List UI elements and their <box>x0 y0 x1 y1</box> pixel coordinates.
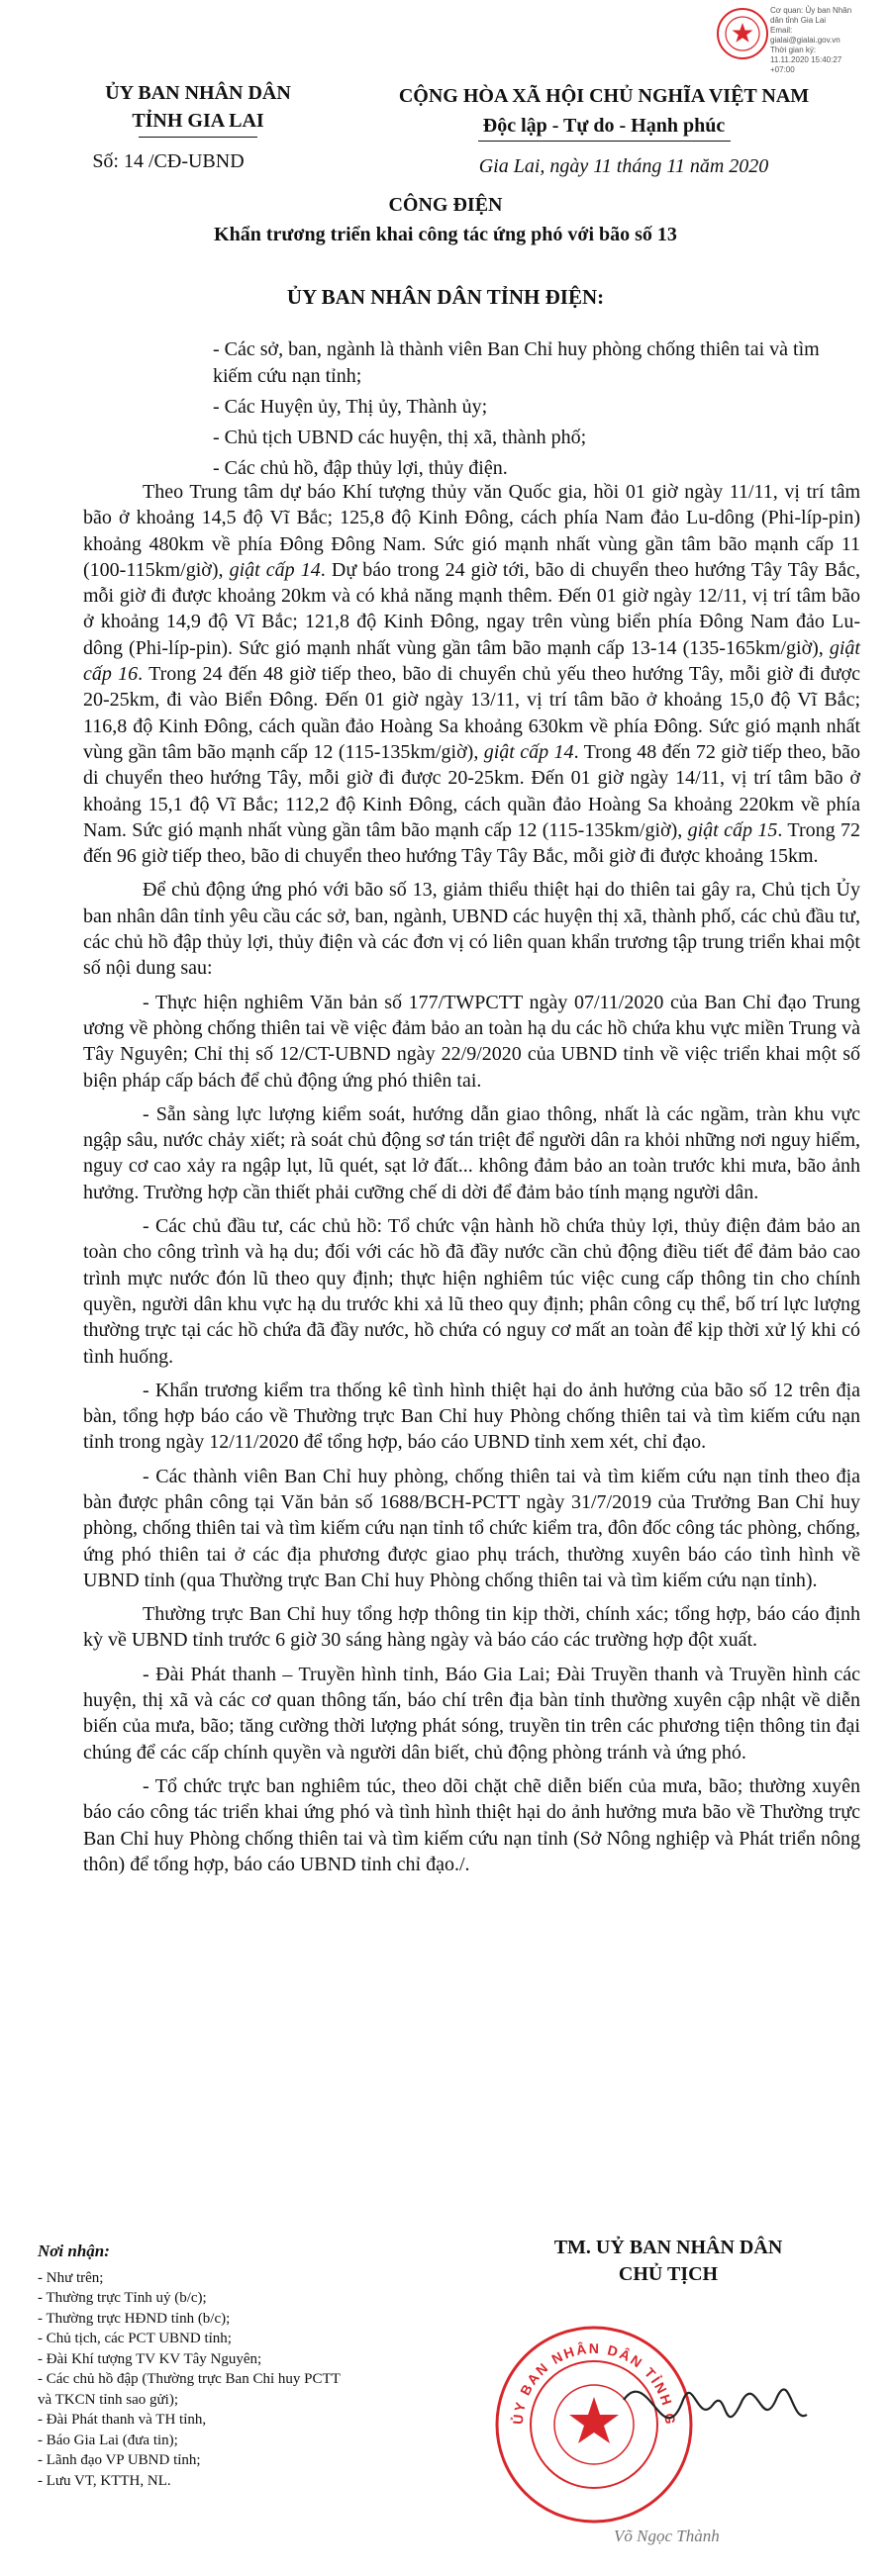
divider <box>139 137 257 138</box>
official-seal-icon <box>475 2306 851 2543</box>
document-number: Số: 14 /CĐ-UBND <box>92 150 245 172</box>
national-motto-block <box>327 81 881 181</box>
signer-name: Võ Ngọc Thành <box>614 2527 720 2545</box>
paragraph: - Tổ chức trực ban nghiêm túc, theo dõi chặt chẽ diễn biến của mưa, bão; thường xuyên báo cáo công tác triển khai ứng phó và tình hình thiệt hại do ảnh hưởng mưa bão về Thường trực Ban Chỉ huy Phòng chống thiên tai và tìm kiếm cứu nạn tỉnh (Sở Nông nghiệp và Phát triển nông thôn) để tổng hợp, báo cáo UBND tỉnh chỉ đạo./. <box>83 1774 860 1875</box>
paragraph-forecast: Theo Trung tâm dự báo Khí tượng thủy văn Quốc gia, hồi 01 giờ ngày 11/11, vị trí tâm bão ở khoảng 14,5 độ Vĩ Bắc; 125,8 độ Kinh Đông, cách phía Nam đảo Lu-dông (Phi-líp-pin) khoảng 480km về phía Đông Đông Nam. Sức gió mạnh nhất vùng gần tâm bão mạnh cấp 11 (100-115km/giờ), giật cấp 14. Dự báo trong 24 giờ tới, bão di chuyển theo hướng Tây Tây Bắc, mỗi giờ đi được khoảng 20km và có khả năng mạnh thêm. Đến 01 giờ ngày 12/11, vị trí tâm bão ở khoảng 14,9 độ Vĩ Bắc; 121,8 độ Kinh Đông, ngay trên vùng biển phía Đông Nam đảo Lu-dông (Phi-líp-pin). Sức gió mạnh nhất vùng gần tâm bão mạnh cấp 13-14 (135-165km/giờ), giật cấp 16. Trong 24 đến 48 giờ tiếp theo, bão di chuyển chủ yếu theo hướng Tây, mỗi giờ đi được 20-25km, đi vào Biển Đông. Đến 01 giờ ngày 13/11, vị trí tâm bão ở khoảng 15,0 độ Vĩ Bắc; 116,8 độ Kinh Đông, cách quần đảo Hoàng Sa khoảng 630km về phía Đông. Sức gió mạnh nhất vùng gần tâm bão mạnh cấp 12 (115-135km/giờ), giật cấp 14. Trong 48 đến 72 giờ tiếp theo, bão di chuyển theo hướng Tây, mỗi giờ đi được 20-25km. Đến 01 giờ ngày 14/11, vị trí tâm bão ở khoảng 15,1 độ Vĩ Bắc; 112,2 độ Kinh Đông, cách quần đảo Hoàng Sa khoảng 220km về phía Nam. Sức gió mạnh nhất vùng gần tâm bão mạnh cấp 12 (115-135km/giờ), giật cấp 15. Trong 72 đến 96 giờ tiếp theo, bão di chuyển theo hướng Tây Tây Bắc, mỗi giờ đi được khoảng 15km. <box>83 481 861 868</box>
list-item: - Các chủ hồ, đập thủy lợi, thủy điện. <box>213 457 508 479</box>
list-item: - Thường trực HĐND tỉnh (b/c); <box>38 2310 231 2327</box>
stamp-line: dân tỉnh Gia Lai <box>770 16 827 25</box>
list-item: - Thường trực Tỉnh uỷ (b/c); <box>38 2290 207 2306</box>
list-item: - Chủ tịch, các PCT UBND tỉnh; <box>38 2331 232 2346</box>
paragraph: - Sẵn sàng lực lượng kiểm soát, hướng dẫn giao thông, nhất là các ngầm, tràn khu vực ngập sâu, nước chảy xiết; rà soát chủ động sơ tán triệt để người dân ra khỏi những nơi nguy hiểm, nguy cơ cao xảy ra ngập lụt, lũ quét, sạt lở đất... không đảm bảo an toàn trước khi mưa, bão ảnh hưởng. Trường hợp cần thiết phải cưỡng chế di dời để đảm bảo tính mạng người dân. <box>83 1102 860 1203</box>
recipient-list <box>213 336 846 486</box>
paragraph: Để chủ động ứng phó với bão số 13, giảm thiểu thiệt hại do thiên tai gây ra, Chủ tịch Ủy ban nhân dân tỉnh yêu cầu các sở, ban, ngành, UBND các huyện thị xã, thành phố, các chủ đầu tư, các chủ hồ đập thủy lợi, thủy điện và các đơn vị có liên quan khẩn trương tập trung triển khai một số nội dung sau: <box>83 879 860 980</box>
list-item: - Các Huyện ủy, Thị ủy, Thành ủy; <box>213 396 488 418</box>
stamp-line: 11.11.2020 15:40:27 <box>770 55 842 64</box>
distribution-heading: Nơi nhận: <box>38 2242 110 2260</box>
paragraph: - Khẩn trương kiểm tra thống kê tình hình thiệt hại do ảnh hưởng của bão số 12 trên địa bàn, tổng hợp báo cáo về Thường trực Ban Chỉ huy Phòng chống thiên tai và tìm kiếm cứu nạn tỉnh trong ngày 12/11/2020 để tổng hợp, báo cáo UBND tỉnh xem xét, chỉ đạo. <box>83 1379 860 1454</box>
list-item: - Báo Gia Lai (đưa tin); <box>38 2432 178 2448</box>
signature-block <box>490 2235 846 2288</box>
state-emblem-icon <box>715 6 770 61</box>
issuer-line1: ỦY BAN NHÂN DÂN <box>105 82 291 104</box>
list-item: - Như trên; <box>38 2269 104 2286</box>
issuer-block <box>40 79 356 175</box>
dateline: Gia Lai, ngày 11 tháng 11 năm 2020 <box>478 155 769 177</box>
handwritten-signature <box>624 2389 807 2418</box>
stamp-line: gialai@gialai.gov.vn <box>770 36 841 45</box>
stamp-line: Thời gian ký: <box>770 46 817 54</box>
paragraph: - Các chủ đầu tư, các chủ hồ: Tổ chức vận hành hồ chứa thủy lợi, thủy điện đảm bảo an toàn cho công trình và hạ du; đối với các hồ đã đầy nước cần chủ động điều tiết để đảm bảo cao trình mực nước đón lũ theo quy định; thực hiện nghiêm túc việc cung cấp thông tin cho chính quyền, người dân khu vực hạ du trước khi xả lũ theo quy định; phân công cụ thể, bố trí lực lượng thường trực tại các hồ chứa đã đầy nước, hồ chứa có nguy cơ mất an toàn để kịp thời xử lý khi có tình huống. <box>83 1215 860 1368</box>
list-item: - Đài Phát thanh và TH tỉnh, <box>38 2412 207 2428</box>
stamp-line: Email: <box>770 26 793 35</box>
stamp-line: Cơ quan: Ủy ban Nhân <box>770 6 852 15</box>
paragraph: - Thực hiện nghiêm Văn bản số 177/TWPCTT ngày 07/11/2020 của Ban Chỉ đạo Trung ương về phòng chống thiên tai về việc đảm bảo an toàn hạ du các hồ chứa khu vực miền Trung và Tây Nguyên; Chỉ thị số 12/CT-UBND ngày 22/9/2020 của UBND tỉnh về việc triển khai một số biện pháp cấp bách để chủ động ứng phó thiên tai. <box>83 991 860 1092</box>
motto: Độc lập - Tự do - Hạnh phúc <box>482 115 726 137</box>
signer-title: TM. UỶ BAN NHÂN DÂN <box>553 2237 783 2258</box>
divider <box>478 141 731 142</box>
list-item: - Lưu VT, KTTH, NL. <box>38 2472 171 2489</box>
document-subtitle: Khẩn trương triển khai công tác ứng phó với bão số 13 <box>214 224 677 245</box>
country-name: CỘNG HÒA XÃ HỘI CHỦ NGHĨA VIỆT NAM <box>398 85 810 107</box>
document-title: CÔNG ĐIỆN <box>388 194 503 216</box>
list-item: - Các chủ hồ đập (Thường trực Ban Chỉ huy PCTT và TKCN tỉnh sao gửi); <box>38 2371 341 2408</box>
list-item: - Chủ tịch UBND các huyện, thị xã, thành phố; <box>213 427 587 448</box>
issuer-line2: TỈNH GIA LAI <box>132 110 264 132</box>
official-seal-area <box>475 2306 851 2563</box>
signer-role: CHỦ TỊCH <box>618 2263 719 2285</box>
seal-text: ỦY BAN NHÂN DÂN TỈNH G <box>509 2339 679 2427</box>
stamp-line: +07:00 <box>770 65 795 74</box>
distribution-list <box>38 2242 354 2491</box>
recipient-heading: ỦY BAN NHÂN DÂN TỈNH ĐIỆN: <box>286 285 605 309</box>
paragraph: - Đài Phát thanh – Truyền hình tỉnh, Báo Gia Lai; Đài Truyền thanh và Truyền hình các huyện, thị xã và các cơ quan thông tấn, báo chí trên địa bàn tỉnh thường xuyên cập nhật về diễn biến của mưa, bão; tăng cường thời lượng phát sóng, truyền tin trên các phương tiện thông tin đại chúng để các cấp chính quyền và người dân biết, chủ động phòng tránh và ứng phó. <box>83 1663 860 1764</box>
paragraph: - Các thành viên Ban Chỉ huy phòng, chống thiên tai và tìm kiếm cứu nạn tỉnh theo địa bàn được phân công tại Văn bản số 1688/BCH-PCTT ngày 31/7/2019 của Trưởng Ban Chỉ huy phòng, chống thiên tai và tìm kiếm cứu nạn tỉnh tổ chức kiểm tra, đôn đốc công tác phòng, chống, ứng phó thiên tai ở các địa phương được giao phụ trách, thường xuyên báo cáo tình hình về UBND tỉnh (qua Thường trực Ban Chỉ huy Phòng chống thiên tai và tìm kiếm cứu nạn tỉnh). <box>83 1465 860 1591</box>
svg-text:ỦY BAN NHÂN DÂN TỈNH GIA LAI <box>475 2306 678 2427</box>
list-item: - Các sở, ban, ngành là thành viên Ban Chỉ huy phòng chống thiên tai và tìm kiếm cứu nạn tỉnh; <box>213 338 820 387</box>
document-body <box>83 479 860 1885</box>
list-item: - Đài Khí tượng TV KV Tây Nguyên; <box>38 2350 262 2367</box>
paragraph: Thường trực Ban Chỉ huy tổng hợp thông tin kịp thời, chính xác; tổng hợp, báo cáo định kỳ về UBND tỉnh trước 6 giờ 30 sáng hàng ngày và báo cáo các trường hợp đột xuất. <box>83 1603 860 1652</box>
list-item: - Lãnh đạo VP UBND tỉnh; <box>38 2452 201 2468</box>
